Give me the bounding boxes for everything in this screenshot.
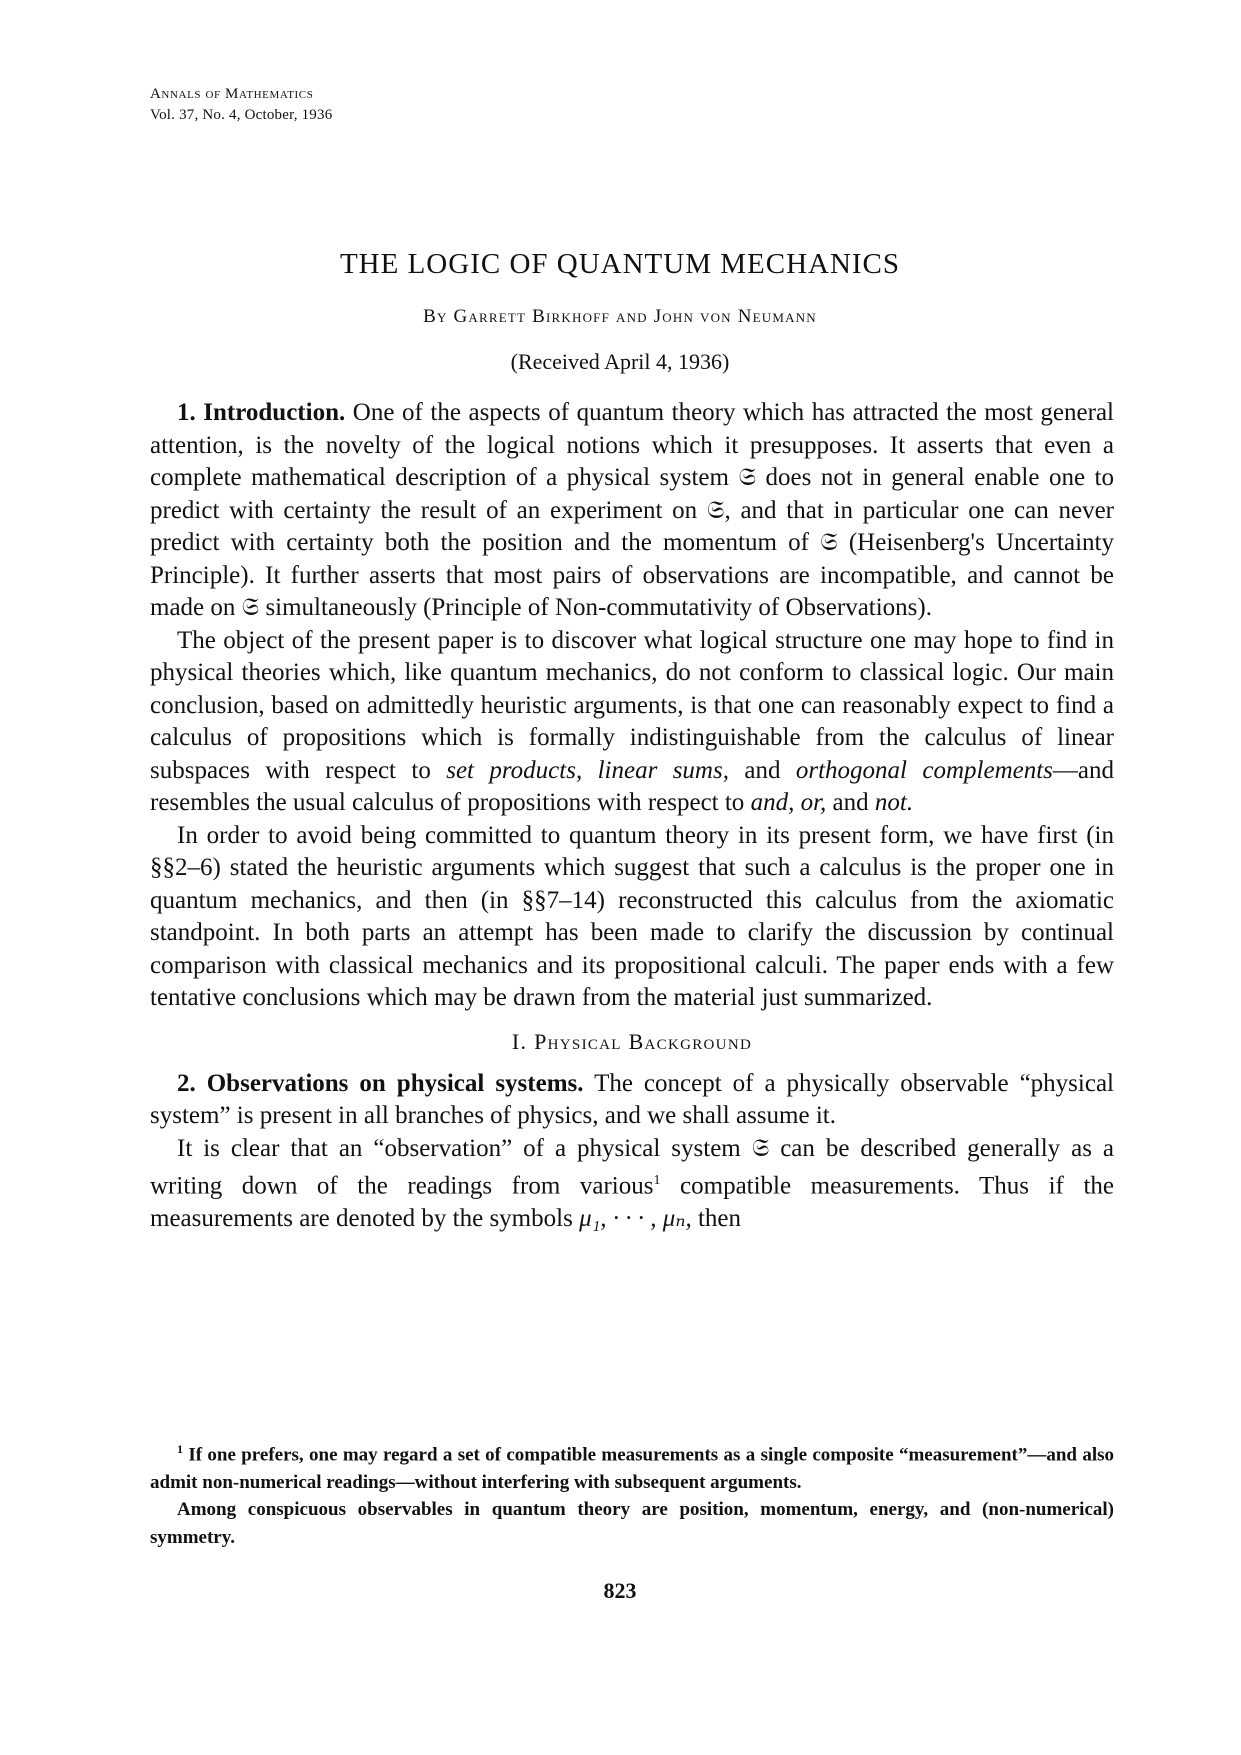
obs-text-2c: then: [691, 1204, 742, 1232]
obs-paragraph-2: [150, 1133, 1114, 1236]
intro-text-2a: The object of the present paper is to discover what logical structure one may hope to find in physical theories which, like quantum mechanics, do not conform to classical logic. Our main conclusion, based on admittedly heuristic arguments, is that one can reasonably expect to find a calculus of propositions which is formally indistinguishable from the calculus of linear subspaces with respect to: [150, 626, 1114, 784]
received-date: (Received April 4, 1936): [510, 349, 730, 374]
paper-body: [150, 397, 1114, 1235]
obs-text-2b: compatible measurements. Thus if the measurements are denoted by the symbols: [150, 1172, 1114, 1232]
paper-authors: By Garrett Birkhoff and John von Neumann: [423, 306, 817, 327]
journal-issue: Vol. 37, No. 4, October, 1936: [150, 107, 333, 123]
orthogonal-complements-term: orthogonal complements: [795, 756, 1053, 784]
obs-text-2a: It is clear that an “observation” of a physical system 𝔖 can be described generally as a writing down of the readings from various: [150, 1134, 1114, 1200]
intro-heading: 1. Introduction.: [177, 399, 346, 426]
footnote-ref-1: 1: [653, 1173, 661, 1188]
linear-sums-term: linear sums,: [597, 756, 729, 784]
or-term: or,: [800, 789, 827, 816]
paper-title: THE LOGIC OF QUANTUM MECHANICS: [339, 248, 901, 280]
footnote-1-paragraph-2: Among conspicuous observables in quantum theory are position, momentum, energy, and (non-numerical) symmetry.: [150, 1499, 1114, 1548]
intro-paragraph-1: [150, 397, 1114, 625]
part-heading: I. Physical Background: [511, 1028, 753, 1054]
and-connector: and: [744, 756, 781, 784]
obs-text-1: The concept of a physically observable “physical system” is present in all branches of physics, and we shall assume it.: [150, 1069, 1114, 1129]
journal-name: Annals of Mathematics: [150, 86, 314, 102]
footnote-1: [150, 1436, 1114, 1496]
and-term: and,: [750, 789, 795, 816]
mu-symbols: μ₁, · · · , μₙ,: [579, 1204, 692, 1232]
footnotes: [150, 1436, 1114, 1551]
intro-text-2b: —and resembles the usual calculus of propositions with respect to: [150, 756, 1114, 816]
set-products-term: set products,: [446, 756, 583, 784]
footnote-1-text: If one prefers, one may regard a set of compatible measurements as a single composite “measurement”—and also admit non-numerical readings—without interfering with subsequent arguments.: [150, 1444, 1115, 1493]
and-connector-2: and: [832, 789, 869, 816]
journal-header: [150, 84, 332, 126]
intro-paragraph-3: In order to avoid being committed to quantum theory in its present form, we have first (in §§2–6) stated the heuristic arguments which suggest that such a calculus is the proper one in quantum mechanics, and then (in §§7–14) reconstructed this calculus from the axiomatic standpoint. In both parts an attempt has been made to clarify the discussion by continual comparison with classical mechanics and its propositional calculi. The paper ends with a few tentative conclusions which may be drawn from the material just summarized.: [150, 821, 1114, 1011]
intro-text-1: One of the aspects of quantum theory which has attracted the most general attention, is the novelty of the logical notions which it presupposes. It asserts that even a complete mathematical description of a physical system 𝔖 does not in general enable one to predict with certainty the result of an experiment on 𝔖, and that in particular one can never predict with certainty both the position and the momentum of 𝔖 (Heisenberg's Uncertainty Principle). It further asserts that most pairs of observations are incompatible, and cannot be made on 𝔖 simultaneously (Principle of Non-commutativity of Observations).: [150, 399, 1114, 621]
obs-paragraph-1: [150, 1068, 1114, 1133]
obs-heading: 2. Observations on physical systems.: [177, 1069, 584, 1097]
page-number: 823: [603, 1578, 637, 1603]
footnote-mark-1: 1: [177, 1442, 183, 1456]
intro-paragraph-2: [150, 625, 1114, 820]
not-term: not.: [874, 789, 914, 816]
